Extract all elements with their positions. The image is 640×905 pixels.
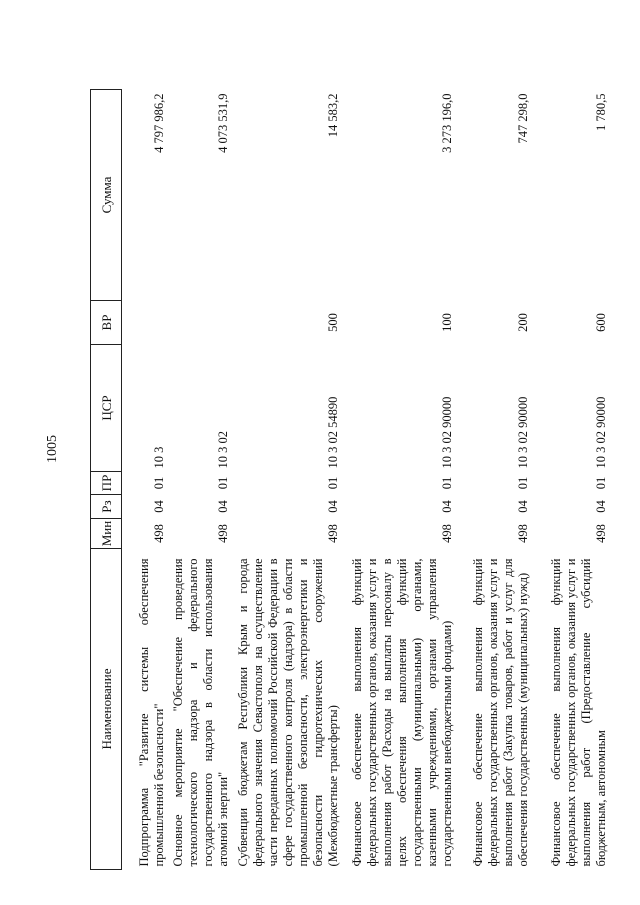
page-number: 1005 [45,435,60,463]
row-csr: 10 3 02 90000 [593,396,608,469]
row-pr: 01 [439,476,454,490]
row-rz: 04 [439,500,454,513]
header-pr: ПР [91,472,122,495]
table-row [233,90,343,870]
budget-table [90,89,611,870]
row-vr [169,301,233,345]
row-name: Финансовое обеспечение выполнения функций федеральных государственных органов, оказания услуг и выполнения работ (Закупка товаров, работ и услуг для обеспечения государственных (муниципальных) нужд) [470,558,530,867]
row-csr: 10 3 02 54890 [325,396,340,469]
row-name: Финансовое обеспечение выполнения функций федеральных государственных органов, оказания услуг и выполнения работ (Предоставление субсидий бюджетным, автономным [548,558,608,867]
row-rz: 04 [515,500,530,513]
row-pr: 01 [215,476,230,490]
header-name: Наименование [91,549,122,870]
row-sum: 4 797 986,2 [151,93,166,153]
row-vr: 600 [593,313,608,332]
table-row [343,90,457,870]
row-min: 498 [593,524,608,543]
row-vr: 200 [515,313,530,332]
header-rz: Рз [91,495,122,519]
row-name: Основное мероприятие "Обеспечение проведения технологического надзора и федерального государственного надзора в области использования атомной энергии" [170,558,230,867]
row-csr: 10 3 [151,446,166,469]
row-min: 498 [515,524,530,543]
row-rz: 04 [325,500,340,513]
row-rz: 04 [593,500,608,513]
row-min: 498 [439,524,454,543]
row-name: Субвенции бюджетам Республики Крым и города федерального значения Севастополя на осуществление части переданных полномочий Российской Федерации в сфере государственного контроля (надзора) в области промышленной безопасности, электроэнергетики и безопасности гидротехнических сооружений (Межбюджетные трансферты) [235,558,340,867]
row-name: Финансовое обеспечение выполнения функций федеральных государственных органов, оказания услуг и выполнения работ (Расходы на выплаты персоналу в целях обеспечения выполнения функций государственными (муниципальными) органами, казенными учреждениями, органами управления государственными внебюджетными фондами) [349,558,454,867]
header-vr: ВР [91,301,122,345]
row-pr: 01 [151,476,166,490]
row-pr: 01 [515,476,530,490]
row-pr: 01 [325,476,340,490]
row-pr: 01 [593,476,608,490]
header-min: Мин [91,519,122,549]
row-vr: 100 [439,313,454,332]
row-sum: 1 780,5 [593,93,608,131]
row-sum: 14 583,2 [325,93,340,138]
row-rz: 04 [215,500,230,513]
row-csr: 10 3 02 [215,431,230,469]
table-row [457,90,533,870]
budget-table-rotated [90,90,608,870]
table-row [533,90,611,870]
row-min: 498 [325,524,340,543]
row-vr: 500 [325,313,340,332]
row-csr: 10 3 02 90000 [439,396,454,469]
header-csr: ЦСР [91,345,122,472]
row-sum: 3 273 196,0 [439,93,454,153]
row-min: 498 [151,524,166,543]
row-sum: 747 298,0 [515,93,530,144]
row-vr [122,301,169,345]
row-csr: 10 3 02 90000 [515,396,530,469]
table-row [122,90,169,870]
table-row [169,90,233,870]
row-min: 498 [215,524,230,543]
header-sum: Сумма [91,90,122,301]
row-rz: 04 [151,500,166,513]
row-name: Подпрограмма "Развитие системы обеспечения промышленной безопасности" [136,558,166,867]
table-header [91,90,122,870]
row-sum: 4 073 531,9 [215,93,230,153]
